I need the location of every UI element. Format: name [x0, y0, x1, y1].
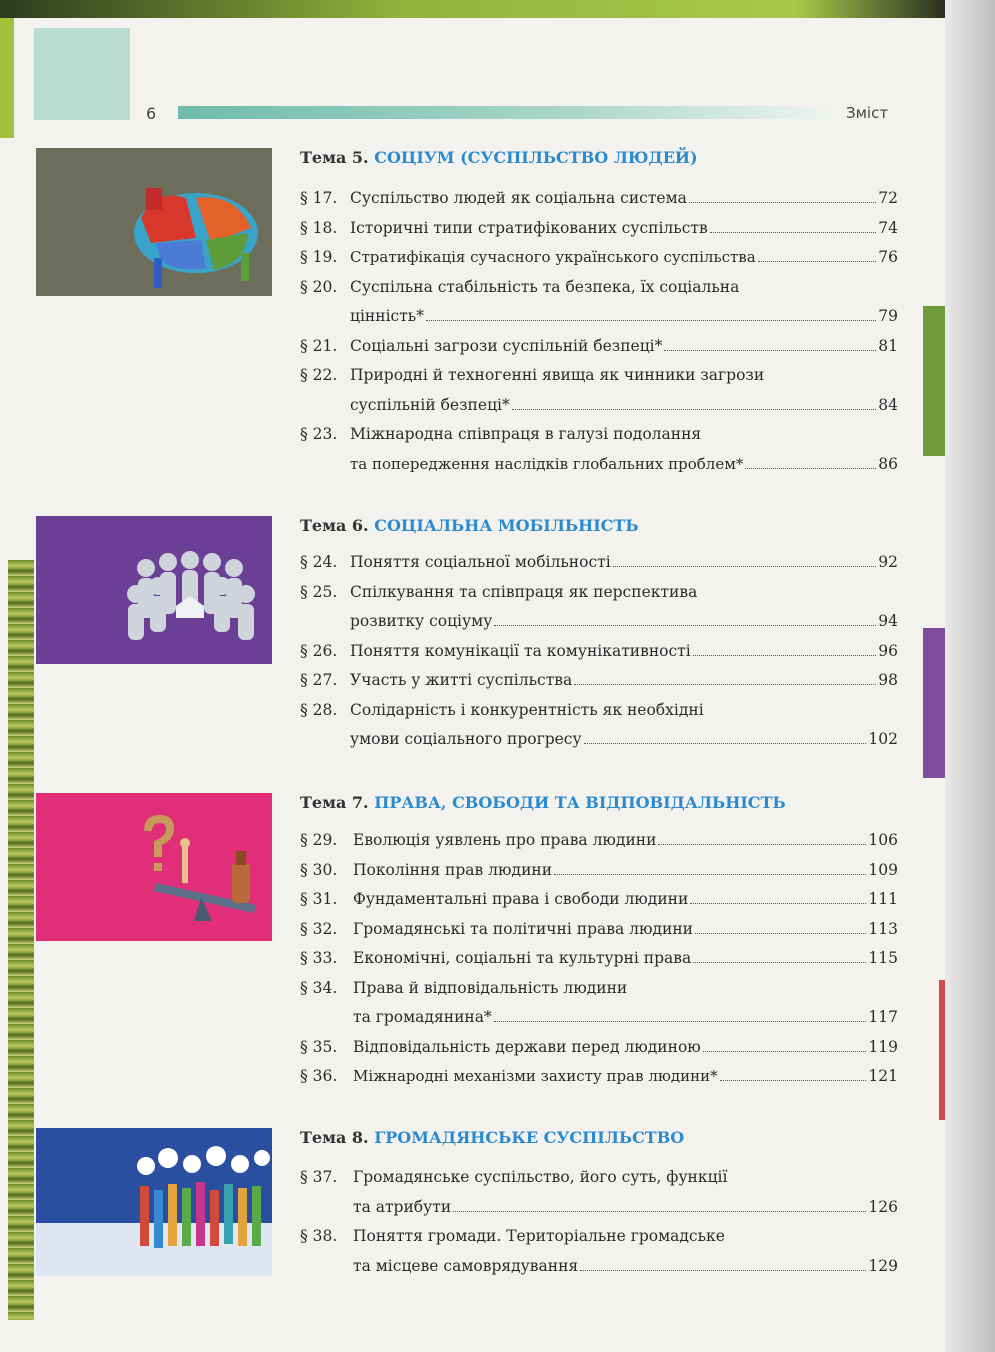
- dot-leader: [745, 468, 876, 469]
- toc-entry[interactable]: [300, 1163, 898, 1222]
- theme-7-title: [300, 793, 786, 812]
- entry-page: 79: [878, 307, 898, 325]
- entry-title: Міжнародна співпраця в галузі подолання: [350, 425, 702, 443]
- left-photo-strip: [8, 560, 34, 1320]
- dot-leader: [613, 566, 877, 567]
- entry-number: § 20.: [300, 277, 338, 296]
- dot-leader: [720, 1080, 867, 1081]
- entry-title: Покоління прав людини: [353, 860, 553, 879]
- entry-title: Громадянське суспільство, його суть, функції: [353, 1168, 728, 1186]
- toc-entry[interactable]: [300, 666, 898, 696]
- entry-number: § 28.: [300, 700, 338, 719]
- toc-entry[interactable]: [300, 974, 898, 1033]
- entry-page: 126: [868, 1197, 898, 1216]
- entry-title: Права й відповідальність людини: [353, 978, 628, 997]
- toc-entry[interactable]: [300, 273, 898, 332]
- entry-title-cont: та місцеве самоврядування: [353, 1256, 579, 1275]
- entry-title: Еволюція уявлень про права людини: [353, 831, 657, 849]
- theme-7-illustration: [36, 793, 272, 941]
- entry-page: 86: [878, 454, 898, 473]
- entry-number: § 33.: [300, 949, 338, 967]
- dot-leader: [710, 232, 877, 233]
- theme-8-entries: [300, 1163, 898, 1281]
- dot-leader: [584, 743, 867, 744]
- entry-number: § 26.: [300, 641, 338, 660]
- dot-leader: [512, 409, 877, 410]
- entry-title-cont: розвитку соціуму: [350, 612, 493, 630]
- theme-6-title: [300, 516, 639, 535]
- theme-8-label: Тема 8.: [300, 1128, 369, 1147]
- toc-entry[interactable]: [300, 915, 898, 945]
- theme-6-name: СОЦІАЛЬНА МОБІЛЬНІСТЬ: [374, 516, 639, 535]
- toc-entry[interactable]: [300, 944, 898, 974]
- toc-entry[interactable]: [300, 885, 898, 915]
- entry-number: § 38.: [300, 1227, 338, 1245]
- dot-leader: [494, 1021, 867, 1022]
- entry-title: Природні й техногенні явища як чинники загрози: [350, 366, 765, 384]
- theme-5-entries: [300, 184, 898, 479]
- entry-title: Спілкування та співпраця як перспектива: [350, 582, 698, 601]
- theme-7-name: ПРАВА, СВОБОДИ ТА ВІДПОВІДАЛЬНІСТЬ: [374, 793, 786, 812]
- theme-5-illustration: [36, 148, 272, 296]
- right-tab-purple: [923, 628, 945, 778]
- dot-leader: [690, 903, 866, 904]
- entry-title: Суспільство людей як соціальна система: [350, 189, 687, 207]
- page-right-edge: [945, 0, 995, 1352]
- toc-entry[interactable]: [300, 856, 898, 886]
- entry-page: 119: [868, 1037, 898, 1056]
- toc-entry[interactable]: [300, 696, 898, 755]
- toc-entry[interactable]: [300, 548, 898, 578]
- running-title: Зміст: [846, 104, 889, 122]
- entry-number: § 36.: [300, 1067, 338, 1085]
- entry-number: § 18.: [300, 218, 338, 237]
- entry-number: § 34.: [300, 978, 338, 997]
- entry-number: § 21.: [300, 336, 338, 355]
- theme-6-illustration: [36, 516, 272, 664]
- dot-leader: [554, 874, 866, 875]
- entry-title-cont: та громадянина*: [353, 1008, 492, 1026]
- entry-title: Поняття соціальної мобільності: [350, 553, 611, 571]
- entry-number: § 23.: [300, 425, 338, 443]
- entry-page: 121: [868, 1067, 898, 1085]
- entry-page: 72: [878, 189, 898, 207]
- entry-page: 109: [868, 860, 898, 879]
- entry-title-cont: суспільній безпеці*: [350, 395, 510, 414]
- entry-page: 94: [878, 612, 898, 630]
- dot-leader: [693, 655, 877, 656]
- entry-number: § 35.: [300, 1037, 338, 1056]
- entry-title-cont: умови соціального прогресу: [350, 730, 582, 748]
- toc-entry[interactable]: [300, 420, 898, 479]
- theme-8-name: ГРОМАДЯНСЬКЕ СУСПІЛЬСТВО: [374, 1128, 685, 1147]
- dot-leader: [658, 844, 866, 845]
- entry-number: § 29.: [300, 831, 338, 849]
- teal-corner-block: [34, 28, 130, 120]
- entry-number: § 32.: [300, 919, 338, 938]
- dot-leader: [689, 202, 876, 203]
- entry-number: § 27.: [300, 671, 338, 689]
- theme-7-label: Тема 7.: [300, 793, 369, 812]
- entry-page: 98: [878, 671, 898, 689]
- entry-title: Поняття громади. Територіальне громадське: [353, 1227, 725, 1245]
- theme-6-label: Тема 6.: [300, 516, 369, 535]
- dot-leader: [695, 933, 866, 934]
- dot-leader: [453, 1211, 866, 1212]
- page-number: 6: [146, 104, 157, 123]
- green-margin-bar: [0, 18, 14, 138]
- toc-entry[interactable]: [300, 332, 898, 362]
- entry-title: Поняття комунікації та комунікативності: [350, 641, 691, 660]
- entry-number: § 31.: [300, 890, 338, 908]
- entry-number: § 25.: [300, 582, 338, 601]
- toc-entry[interactable]: [300, 184, 898, 214]
- dot-leader: [758, 261, 877, 262]
- toc-entry[interactable]: [300, 361, 898, 420]
- dot-leader: [574, 684, 876, 685]
- theme-5-title: [300, 148, 698, 167]
- dot-leader: [494, 625, 876, 626]
- entry-page: 74: [878, 218, 898, 237]
- entry-title: Стратифікація сучасного українського суспільства: [350, 248, 756, 266]
- entry-number: § 24.: [300, 553, 338, 571]
- theme-6-entries: [300, 548, 898, 755]
- entry-title-cont: та попередження наслідків глобальних проблем*: [350, 454, 744, 473]
- entry-number: § 17.: [300, 189, 338, 207]
- entry-page: 115: [868, 949, 898, 967]
- toc-entry[interactable]: [300, 1033, 898, 1063]
- entry-page: 102: [868, 730, 898, 748]
- entry-page: 113: [868, 919, 898, 938]
- page-top-edge: [0, 0, 995, 18]
- entry-page: 117: [868, 1008, 898, 1026]
- entry-page: 129: [868, 1256, 898, 1275]
- entry-title: Історичні типи стратифікованих суспільств: [350, 218, 708, 237]
- toc-entry[interactable]: [300, 214, 898, 244]
- dot-leader: [664, 350, 876, 351]
- entry-title: Фундаментальні права і свободи людини: [353, 890, 689, 908]
- entry-title: Відповідальність держави перед людиною: [353, 1037, 701, 1056]
- right-tab-red: [939, 980, 945, 1120]
- entry-page: 81: [878, 336, 898, 355]
- entry-page: 96: [878, 641, 898, 660]
- header-rule: [178, 106, 828, 119]
- entry-number: § 37.: [300, 1168, 338, 1186]
- toc-entry[interactable]: [300, 826, 898, 856]
- toc-entry[interactable]: [300, 243, 898, 273]
- entry-page: 92: [878, 553, 898, 571]
- dot-leader: [703, 1051, 867, 1052]
- entry-title: Соціальні загрози суспільній безпеці*: [350, 336, 663, 355]
- theme-5-name: СОЦІУМ (СУСПІЛЬСТВО ЛЮДЕЙ): [374, 148, 698, 167]
- entry-page: 76: [878, 248, 898, 266]
- entry-title-cont: цінність*: [350, 307, 424, 325]
- entry-number: § 22.: [300, 366, 338, 384]
- dot-leader: [426, 320, 876, 321]
- entry-page: 111: [868, 890, 898, 908]
- right-tab-green: [923, 306, 945, 456]
- theme-7-entries: [300, 826, 898, 1092]
- theme-8-illustration: [36, 1128, 272, 1276]
- entry-title: Міжнародні механізми захисту прав людини*: [353, 1067, 718, 1085]
- entry-number: § 19.: [300, 248, 338, 266]
- entry-page: 106: [868, 831, 898, 849]
- entry-page: 84: [878, 395, 898, 414]
- dot-leader: [580, 1270, 866, 1271]
- toc-entry[interactable]: [300, 578, 898, 637]
- dot-leader: [693, 962, 866, 963]
- entry-title: Суспільна стабільність та безпека, їх соціальна: [350, 277, 740, 296]
- toc-entry[interactable]: [300, 637, 898, 667]
- toc-entry[interactable]: [300, 1222, 898, 1281]
- entry-number: § 30.: [300, 860, 338, 879]
- theme-8-title: [300, 1128, 684, 1147]
- entry-title-cont: та атрибути: [353, 1197, 452, 1216]
- entry-title: Громадянські та політичні права людини: [353, 919, 694, 938]
- entry-title: Солідарність і конкурентність як необхідні: [350, 700, 704, 719]
- entry-title: Участь у житті суспільства: [350, 671, 573, 689]
- entry-title: Економічні, соціальні та культурні права: [353, 949, 692, 967]
- theme-5-label: Тема 5.: [300, 148, 369, 167]
- toc-entry[interactable]: [300, 1062, 898, 1092]
